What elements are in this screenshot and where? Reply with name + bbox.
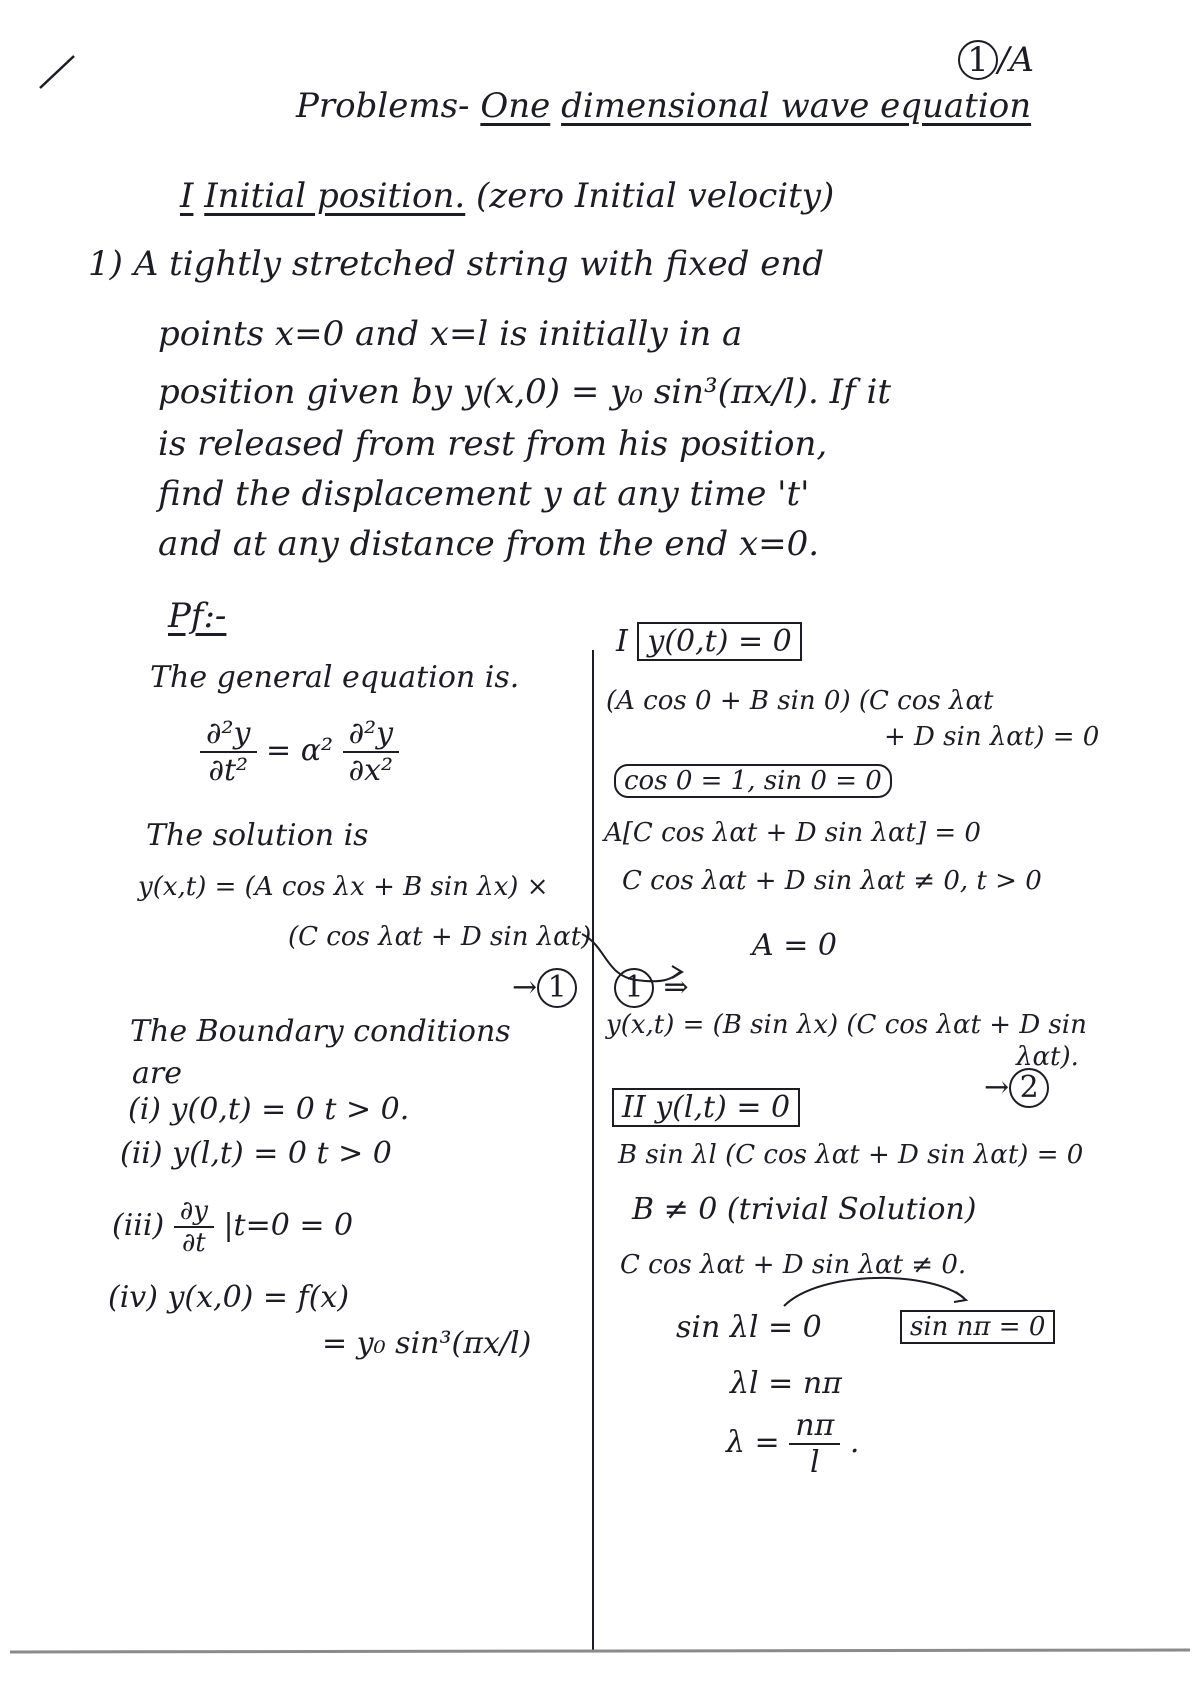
reduced-solution-line-1: y(x,t) = (B sin λx) (C cos λαt + D sin [606,1010,1087,1040]
problem-line-1: 1) A tightly stretched string with fixed end [88,244,824,284]
equation-tag-2: → 2 [984,1068,1049,1108]
bc-i: (i) y(0,t) = 0 t > 0. [128,1092,410,1127]
pde-rhs-num: ∂²y [343,716,400,753]
bc-ii: (ii) y(l,t) = 0 t > 0 [120,1136,392,1171]
condition-1-label: I [616,624,628,659]
problem-line-6: and at any distance from the end x=0. [158,524,820,564]
lambda-fraction [789,1408,840,1480]
condition-1-line-4: C cos λαt + D sin λαt ≠ 0, t > 0 [622,866,1042,896]
problem-line-3: position given by y(x,0) = y₀ sin³(πx/l). If it [158,372,892,412]
into-1-circle: 1 [614,968,654,1008]
proof-label: Pf:- [168,596,227,636]
page-suffix: A [1009,40,1035,80]
problem-line-4: is released from rest from his position, [158,424,828,464]
reduced-solution-line-2: λαt). [1016,1042,1079,1072]
lambda-label: λ = [726,1425,780,1460]
condition-2-note-box: sin nπ = 0 [900,1310,1055,1344]
pde-lhs-num: ∂²y [200,716,257,753]
implies-arrow: ⇒ [663,970,689,1005]
page-number: 1 /A [958,40,1034,80]
page-bottom-edge [0,1648,1200,1658]
condition-2-line-5: λl = nπ [730,1366,842,1401]
boundary-conditions-are: are [132,1056,182,1091]
general-equation-label: The general equation is. [150,660,520,695]
condition-1-note-box: cos 0 = 1, sin 0 = 0 [614,764,892,798]
equation-tag-1: → 1 [512,968,577,1008]
bc-iii-suffix: |t=0 = 0 [223,1208,354,1243]
bc-iv-2: = y₀ sin³(πx/l) [322,1326,532,1361]
condition-1-line-1: (A cos 0 + B sin 0) (C cos λαt [606,686,994,716]
title-prefix: Problems- [296,86,470,126]
general-solution-line-2: (C cos λαt + D sin λαt) [288,922,592,952]
condition-2-box: II y(l,t) = 0 [612,1088,800,1127]
pde-rhs [343,716,400,788]
bc-iii [112,1196,353,1258]
condition-2-header [612,1090,800,1125]
lambda-den: l [809,1445,820,1480]
condition-1-result: A = 0 [752,928,837,963]
pde-lhs [200,716,257,788]
bc-iii-den: ∂t [181,1228,206,1258]
wave-equation [200,716,399,788]
title-rest: dimensional wave equation [561,86,1032,126]
condition-2-line-1: B sin λl (C cos λαt + D sin λαt) = 0 [618,1140,1084,1170]
condition-1-header [616,624,802,659]
pde-mid: = α² [266,733,334,768]
general-solution-line-1: y(x,t) = (A cos λx + B sin λx) × [138,872,549,902]
condition-2-line-3: C cos λαt + D sin λαt ≠ 0. [620,1250,967,1280]
condition-1-line-2: + D sin λαt) = 0 [884,722,1100,752]
eq2-circle: 2 [1009,1068,1049,1108]
problem-line-2: points x=0 and x=l is initially in a [158,314,743,354]
condition-2-note [900,1312,1055,1342]
pde-rhs-den: ∂x² [348,753,394,788]
condition-1-line-3: A[C cos λαt + D sin λαt] = 0 [604,818,981,848]
page-title [296,86,1031,126]
title-one: One [480,86,551,126]
condition-1-note [614,766,892,796]
bc-iii-derivative [174,1196,214,1258]
solution-is-label: The solution is [146,818,369,853]
substitute-into-1 [614,968,689,1008]
page-number-circle: 1 [958,40,998,80]
pde-lhs-den: ∂t² [208,753,249,788]
lambda-result: λ = $\frac{n\pi}{l}$ . [726,1408,860,1480]
condition-1-box: y(0,t) = 0 [637,622,801,661]
problem-line-5: find the displacement y at any time 't' [158,474,810,514]
section-label: I [180,176,194,216]
section-title: Initial position. [204,176,466,216]
section-note: (zero Initial velocity) [476,176,835,216]
condition-2-line-4: sin λl = 0 [676,1310,822,1345]
column-divider [590,650,596,1650]
tick-mark [38,52,78,92]
boundary-conditions-title: The Boundary conditions [130,1014,511,1049]
lambda-num: nπ [789,1408,840,1445]
eq1-circle: 1 [537,968,577,1008]
section-heading [180,176,834,216]
sin-pointer-arrow [780,1270,980,1310]
condition-2-line-2: B ≠ 0 (trivial Solution) [632,1192,977,1227]
bc-iii-num: ∂y [174,1196,214,1228]
bc-iv: (iv) y(x,0) = f(x) [108,1280,350,1315]
bc-iii-prefix: (iii) [112,1208,165,1243]
